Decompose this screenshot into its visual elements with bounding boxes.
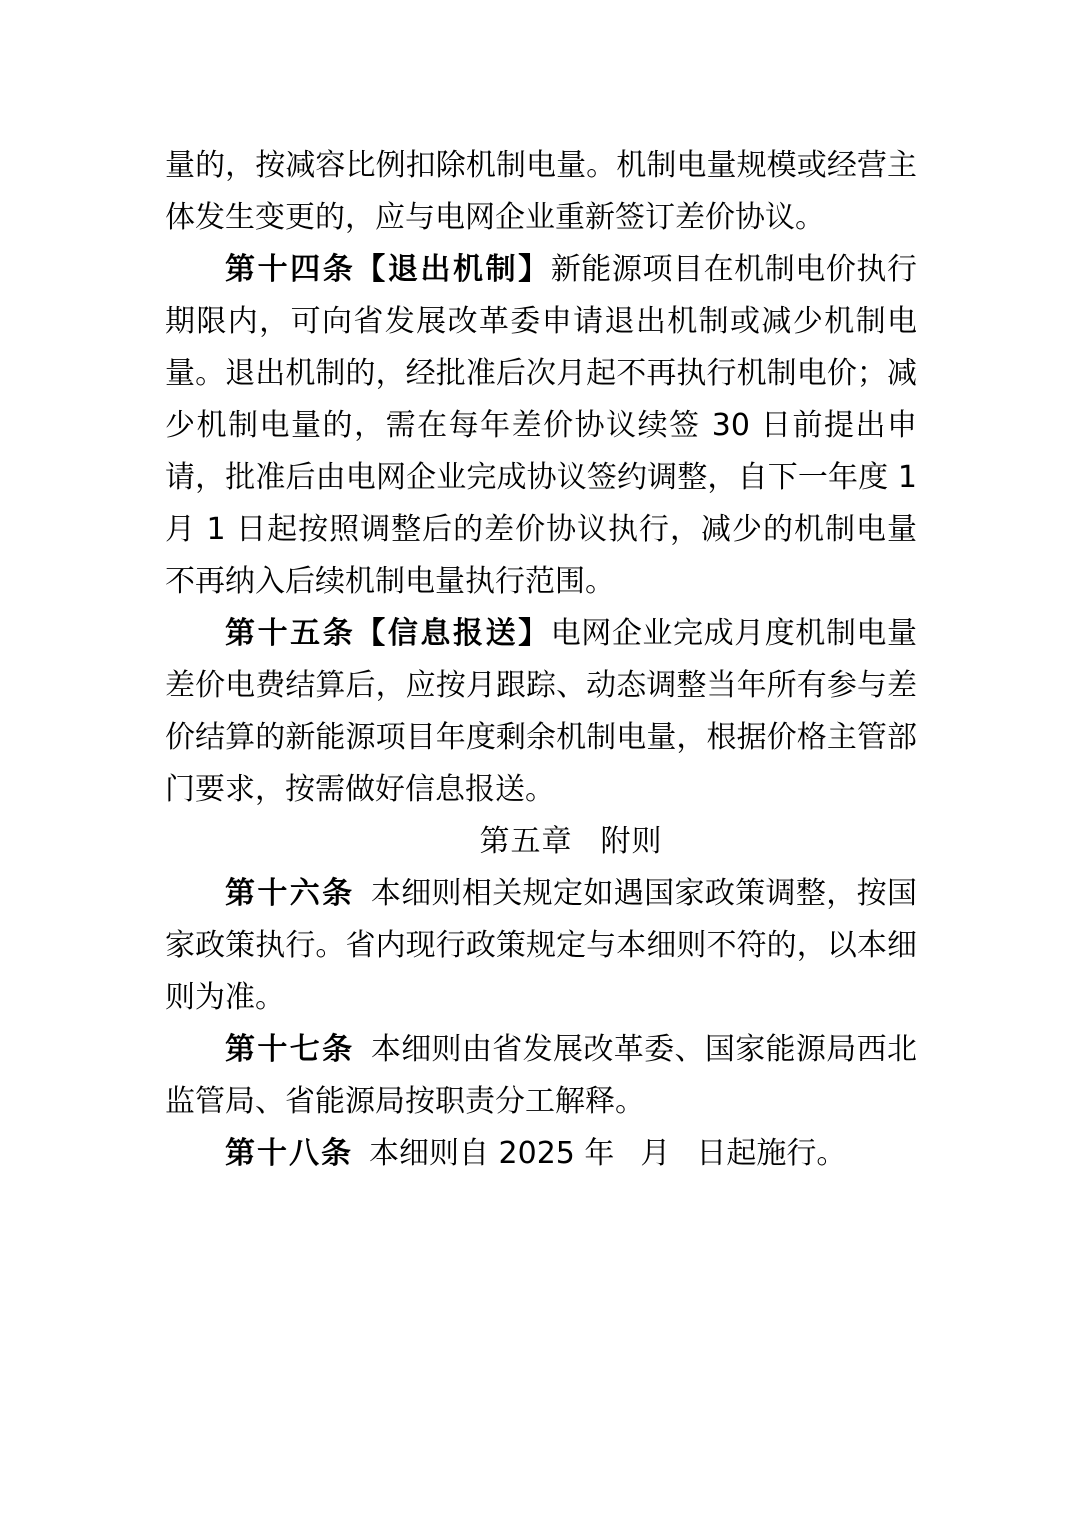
article-17	[165, 1024, 917, 1128]
article-14	[165, 244, 917, 608]
article-18-day-suffix: 日起施行。	[696, 1136, 847, 1171]
article-14-heading: 第十四条【退出机制】	[225, 252, 551, 287]
paragraph-continuation: 量的，按减容比例扣除机制电量。机制电量规模或经营主体发生变更的，应与电网企业重新签订差价协议。	[165, 148, 917, 235]
article-16	[165, 868, 917, 1024]
article-14-body: 新能源项目在机制电价执行期限内，可向省发展改革委申请退出机制或减少机制电量。退出机制的，经批准后次月起不再执行机制电价；减少机制电量的，需在每年差价协议续签 30 日前提出申请，批准后由电网企业完成协议签约调整，自下一年度 1 月 1 日起按照调整后的差价协议执行，减少的机制电量不再纳入后续机制电量执行范围。	[165, 252, 918, 599]
chapter-heading	[165, 816, 917, 868]
article-15-body: 电网企业完成月度机制电量差价电费结算后，应按月跟踪、动态调整当年所有参与差价结算的新能源项目年度剩余机制电量，根据价格主管部门要求，按需做好信息报送。	[165, 616, 918, 807]
article-18	[165, 1128, 917, 1180]
article-18-month: 月	[640, 1136, 671, 1171]
article-16-heading: 第十六条	[225, 876, 355, 911]
article-15	[165, 608, 917, 816]
chapter-title: 附则	[600, 824, 663, 859]
article-18-heading: 第十八条	[225, 1136, 353, 1171]
article-18-body-prefix: 本细则自 2025 年	[369, 1136, 615, 1171]
chapter-number: 第五章	[479, 824, 573, 859]
article-17-body: 本细则由省发展改革委、国家能源局西北监管局、省能源局按职责分工解释。	[165, 1032, 918, 1119]
article-15-heading: 第十五条【信息报送】	[225, 616, 551, 651]
article-17-heading: 第十七条	[225, 1032, 355, 1067]
article-16-body: 本细则相关规定如遇国家政策调整，按国家政策执行。省内现行政策规定与本细则不符的，以本细则为准。	[165, 876, 918, 1015]
document-page	[165, 140, 917, 1180]
